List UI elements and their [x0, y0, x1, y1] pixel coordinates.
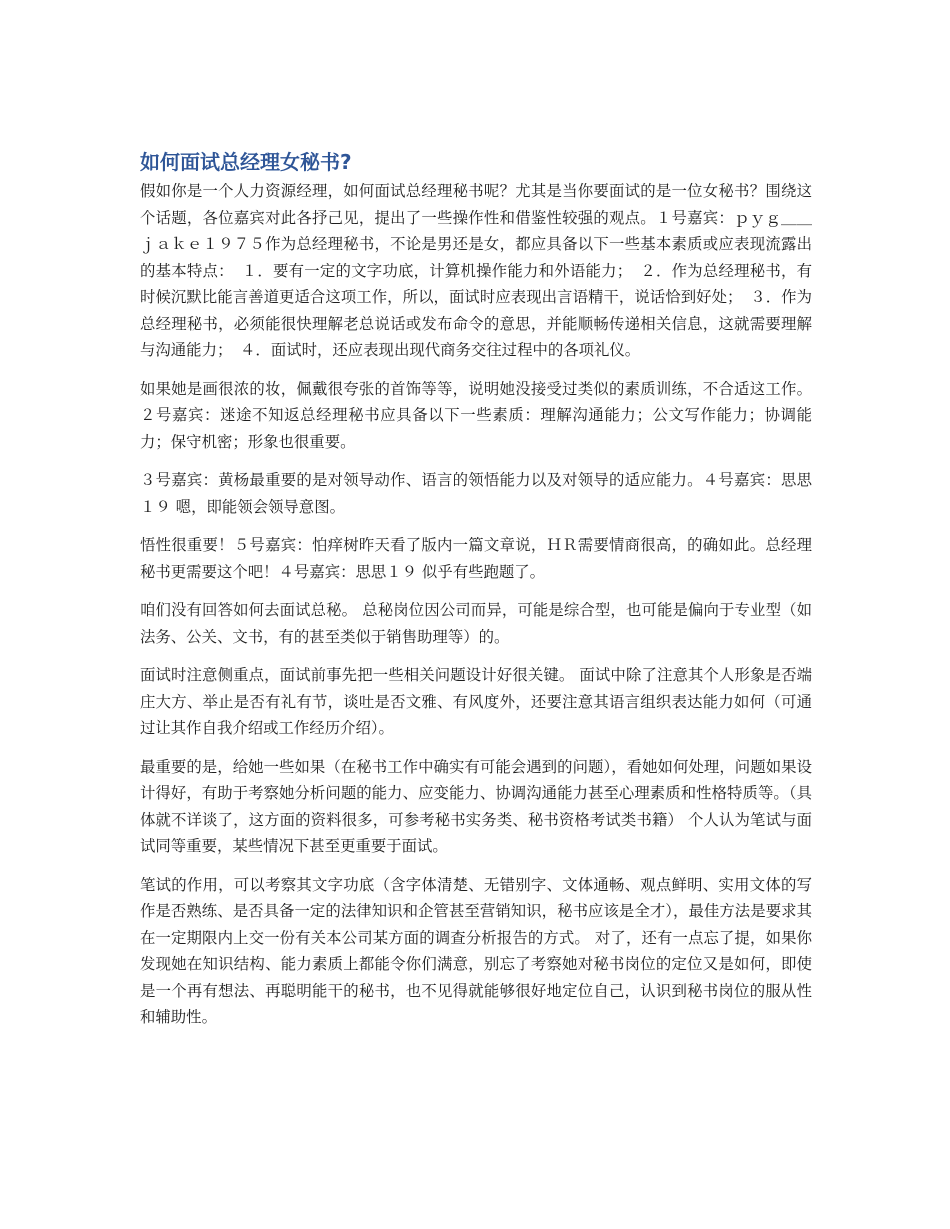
- paragraph-2: 如果她是画很浓的妆，佩戴很夸张的首饰等等，说明她没接受过类似的素质训练，不合适这工作。２号嘉宾：迷途不知返总经理秘书应具备以下一些素质：理解沟通能力；公文写作能力；协调能力；保守机密；形象也很重要。: [140, 379, 812, 451]
- paragraph-3: ３号嘉宾：黄杨最重要的是对领导动作、语言的领悟能力以及对领导的适应能力。４号嘉宾：思思１９ 嗯，即能领会领导意图。: [140, 471, 812, 516]
- paragraph-7: 最重要的是，给她一些如果（在秘书工作中确实有可能会遇到的问题），看她如何处理，问题如果设计得好，有助于考察她分析问题的能力、应变能力、协调沟通能力甚至心理素质和性格特质等。（具体就不详谈了，这方面的资料很多，可参考秘书实务类、秘书资格考试类书籍） 个人认为笔试与面试同等重要，某些情况下甚至更重要于面试。: [140, 757, 812, 855]
- paragraph-5: 咱们没有回答如何去面试总秘。 总秘岗位因公司而异，可能是综合型，也可能是偏向于专业型（如法务、公关、文书，有的甚至类似于销售助理等）的。: [140, 601, 812, 646]
- paragraph-6: 面试时注意侧重点，面试前事先把一些相关问题设计好很关键。 面试中除了注意其个人形象是否端庄大方、举止是否有礼有节，谈吐是否文雅、有风度外，还要注意其语言组织表达能力如何（可通过让其作自我介绍或工作经历介绍）。: [140, 666, 812, 737]
- paragraph-4: 悟性很重要！５号嘉宾：怕痒树昨天看了版内一篇文章说，ＨＲ需要情商很高，的确如此。总经理秘书更需要这个吧！４号嘉宾：思思１９ 似乎有些跑题了。: [140, 536, 812, 581]
- document-title: 如何面试总经理女秘书?: [140, 150, 352, 174]
- paragraph-1: 假如你是一个人力资源经理，如何面试总经理秘书呢？尤其是当你要面试的是一位女秘书？围绕这个话题，各位嘉宾对此各抒己见，提出了一些操作性和借鉴性较强的观点。１号嘉宾：ｐｙｇ＿＿ｊａｋｅ１９７５作为总经理秘书，不论是男还是女，都应具备以下一些基本素质或应表现流露出的基本特点： １．要有一定的文字功底，计算机操作能力和外语能力； ２．作为总经理秘书，有时候沉默比能言善道更适合这项工作，所以，面试时应表现出言语精干，说话恰到好处； ３．作为总经理秘书，必须能很快理解老总说话或发布命令的意思，并能顺畅传递相关信息，这就需要理解与沟通能力； ４．面试时，还应表现出现代商务交往过程中的各项礼仪。: [140, 182, 812, 359]
- paragraph-8: 笔试的作用，可以考察其文字功底（含字体清楚、无错别字、文体通畅、观点鲜明、实用文体的写作是否熟练、是否具备一定的法律知识和企管甚至营销知识，秘书应该是全才），最佳方法是要求其在一定期限内上交一份有关本公司某方面的调查分析报告的方式。 对了，还有一点忘了提，如果你发现她在知识结构、能力素质上都能令你们满意，别忘了考察她对秘书岗位的定位又是如何，即使是一个再有想法、再聪明能干的秘书，也不见得就能够很好地定位自己，认识到秘书岗位的服从性和辅助性。: [140, 875, 812, 1026]
- document-page: [140, 148, 812, 1043]
